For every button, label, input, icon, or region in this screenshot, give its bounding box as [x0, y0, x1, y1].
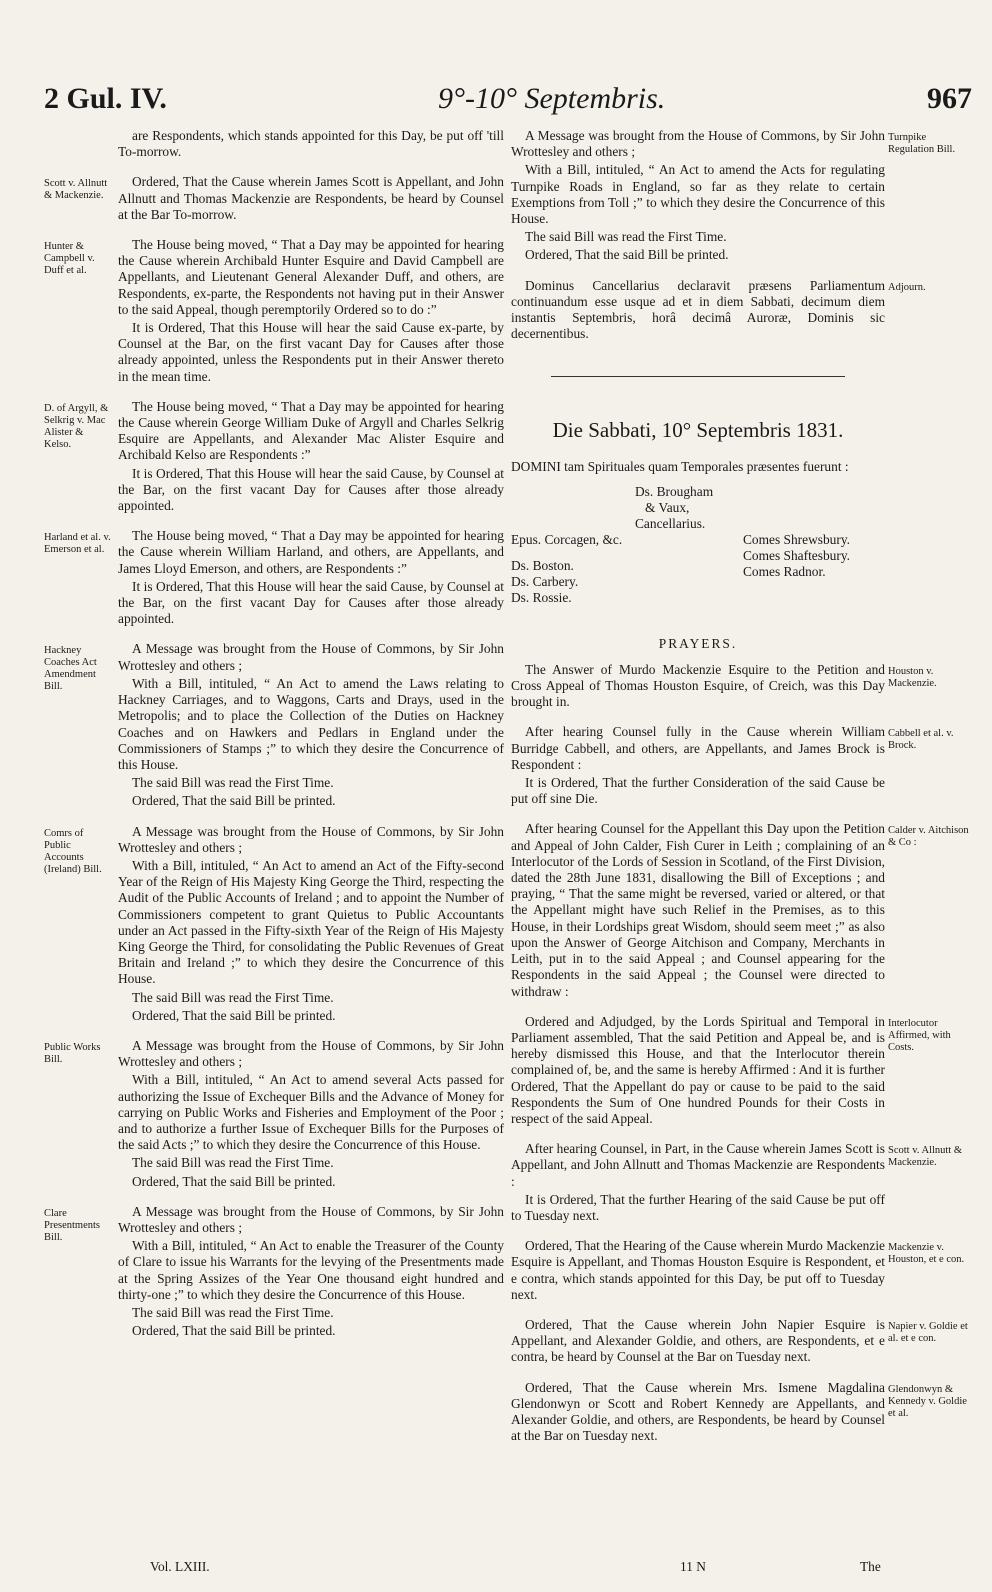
prayers-heading: PRAYERS.	[658, 635, 738, 651]
paragraph: The said Bill was read the First Time.	[132, 775, 334, 791]
margin-note: Scott v. Allnutt & Mackenzie.	[888, 1145, 962, 1169]
entry-block	[118, 641, 504, 809]
margin-note: Napier v. Goldie et al. et e con.	[888, 1320, 968, 1344]
paragraph: A Message was brought from the House of Commons, by Sir John Wrottesley and others ;	[118, 823, 504, 855]
entry-block	[118, 824, 504, 1024]
paragraph: With a Bill, intituled, “ An Act to amend the Laws relating to Hackney Carriages, and to Waggons, Carts and Drays, used in the Metropolis; and to place the Collection of the Duties on Hackney Coaches and on Hawkers and Pedlars in England under the Commissioners of Stamps ;” to which they desire the Concurrence of this House.	[118, 675, 504, 772]
signature-mark: 11 N	[680, 1559, 706, 1574]
paragraph: A Message was brought from the House of Commons, by Sir John Wrottesley and others ;	[118, 1037, 504, 1070]
margin-note: Houston v. Mackenzie.	[888, 665, 937, 689]
entry-block	[118, 399, 504, 514]
paragraph: Ordered, That the Hearing of the Cause wherein Murdo Mackenzie Esquire is Appellant, and Thomas Houston Esquire is Respondent, et e contra, which stands appointed for this Day, be put off to Tuesday next.	[511, 1238, 885, 1302]
paragraph: are Respondents, which stands appointed for this Day, be put off 'till To-morrow.	[118, 128, 504, 160]
chancellor-line-2: & Vaux,	[645, 499, 690, 515]
right-column-top	[511, 128, 885, 342]
entry-block	[511, 1014, 885, 1127]
margin-note: Cabbell et al. v. Brock.	[888, 728, 954, 752]
paragraph: After hearing Counsel fully in the Cause wherein William Burridge Cabbell, and others, are Appellants, and James Brock is Respondent :	[511, 724, 885, 772]
margin-note: Comrs of Public Accounts (Ireland) Bill.	[44, 827, 102, 875]
lords-present-list	[511, 478, 885, 628]
page-number: 967	[927, 82, 972, 115]
paragraph: The said Bill was read the First Time.	[132, 989, 334, 1005]
paragraph: The House being moved, “ That a Day may be appointed for hearing the Cause wherein Archibald Hunter Esquire and David Campbell are Appellants, and Lieutenant General Alexander Duff, and others, are Respondents, ex-parte, the Respondents not having put in their Answer to the said Appeal, though peremptorily Ordered so to do :”	[118, 237, 504, 317]
right-column-bottom	[511, 662, 885, 1445]
margin-note: Calder v. Aitchison & Co :	[888, 825, 969, 849]
section-rule	[551, 376, 845, 377]
header-regnal-year: 2 Gul. IV.	[44, 82, 167, 115]
margin-note: Clare Presentments Bill.	[44, 1207, 100, 1243]
entry-block	[118, 1204, 504, 1340]
margin-note: D. of Argyll, & Selkrig v. Mac Alister & Kelso.	[44, 402, 109, 450]
running-header	[40, 82, 972, 122]
margin-note: Harland et al. v. Emerson et al.	[44, 532, 111, 556]
entry-block	[511, 1380, 885, 1445]
left-column	[118, 128, 504, 1353]
paragraph: The House being moved, “ That a Day may be appointed for hearing the Cause wherein George William Duke of Argyll and Charles Selkrig Esquire are Appellants, and Alexander Mac Alister Esquire and Archibald Kelso are Respondents :”	[118, 398, 504, 463]
margin-note: Hunter & Campbell v. Duff et al.	[44, 241, 95, 277]
margin-note: Mackenzie v. Houston, et e con.	[888, 1242, 965, 1266]
paragraph: With a Bill, intituled, “ An Act to amend several Acts passed for authorizing the Issue of Exchequer Bills and the Advance of Money for carrying on Public Works and Fisheries and Employment of the Poor ; and to authorize a further Issue of Exchequer Bills for the Purposes of the said Acts ;” to which they desire the Concurrence of this House.	[118, 1072, 504, 1153]
lord-left-4: Ds. Rossie.	[511, 589, 572, 605]
entry-block	[511, 1238, 885, 1303]
paragraph: A Message was brought from the House of Commons, by Sir John Wrottesley and others ;	[511, 128, 885, 160]
section-title: Die Sabbati, 10° Septembris 1831.	[552, 418, 844, 443]
margin-note: Interlocutor Affirmed, with Costs.	[888, 1017, 951, 1053]
margin-note: Scott v. Allnutt & Mackenzie.	[44, 178, 108, 202]
entry-block	[511, 1141, 885, 1224]
entry-block	[511, 821, 885, 999]
entry-block	[118, 128, 504, 160]
paragraph: Ordered, That the said Bill be printed.	[132, 793, 336, 809]
entry-block	[118, 174, 504, 223]
chancellor-line-3: Cancellarius.	[635, 515, 706, 531]
paragraph: The said Bill was read the First Time.	[525, 229, 727, 245]
paragraph: It is Ordered, That this House will hear the said Cause, by Counsel at the Bar, on the first vacant Day for Causes after those already appointed.	[118, 465, 504, 514]
entry-block	[118, 528, 504, 627]
paragraph: Ordered, That the said Bill be printed.	[132, 1007, 336, 1023]
paragraph: With a Bill, intituled, “ An Act to enable the Treasurer of the County of Clare to issue his Warrants for the levying of the Presentments made at the Spring Assizes of the Year One thousand eight hundred and thirty-one ;” to which they desire the Concurrence of this House.	[118, 1238, 504, 1302]
entry-block	[118, 1038, 504, 1190]
volume-number: Vol. LXIII.	[150, 1559, 210, 1574]
entry-block	[511, 1317, 885, 1366]
margin-note: Public Works Bill.	[44, 1041, 101, 1065]
margin-note: Hackney Coaches Act Amendment Bill.	[44, 645, 97, 693]
chancellor-line-1: Ds. Brougham	[635, 483, 714, 499]
paragraph: It is Ordered, That this House will hear the said Cause ex-parte, by Counsel at the Bar, on the first vacant Day for Causes after those already appointed, unless the Respondents put in their Answer thereto in the mean time.	[118, 320, 504, 384]
paragraph: Ordered and Adjudged, by the Lords Spiritual and Temporal in Parliament assembled, That the said Petition and Appeal be, and is hereby dismissed this House, and that the Interlocutor therein complained of, be, and the same is hereby Affirmed : And it is further Ordered, That the Appellant do pay or cause to be paid to the said Respondents the Sum of One hundred Pounds for their Costs in respect of the said Appeal.	[511, 1013, 885, 1126]
paragraph: Dominus Cancellarius declaravit præsens Parliamentum continuandum esse usque ad et in diem Sabbati, decimum diem instantis Septembris, horâ decimâ Auroræ, Dominis sic decernentibus.	[511, 277, 885, 342]
paragraph: The House being moved, “ That a Day may be appointed for hearing the Cause wherein William Harland, and others, are Appellants, and James Lloyd Emerson, and others, are Respondents :”	[118, 528, 504, 576]
lord-left-2: Ds. Boston.	[511, 557, 574, 573]
paragraph: After hearing Counsel for the Appellant this Day upon the Petition and Appeal of John Calder, Fish Curer in Leith ; complaining of an Interlocutor of the Lords of Session in Scotland, of the First Division, dated the 28th June 1831, disallowing the Bill of Exceptions ; and praying, “ That the same might be reversed, varied or altered, or that the Appellant might have such Relief in the Premises, as to this House, in their Lordships great Wisdom, should seem meet ;” as also upon the Answer of George Aitchison and Company, Merchants in Leith, put in to the said Appeal ; and Counsel appearing for the Respondents in the said Appeal ; the Counsel were directed to withdraw :	[511, 821, 885, 999]
right-column	[511, 128, 885, 1458]
paragraph: With a Bill, intituled, “ An Act to amend an Act of the Fifty-second Year of the Reign of His Majesty King George the Third, respecting the Audit of the Public Accounts of Ireland ; and to appoint the Number of Commissioners competent to grant Quietus to Public Accountants under an Act passed in the Fifty-sixth Year of the Reign of His Majesty King George the Third, for consolidating the Public Revenues of Great Britain and Ireland ;” to which they desire the Concurrence of this House.	[118, 857, 504, 987]
lord-right-3: Comes Radnor.	[743, 563, 826, 579]
paragraph: After hearing Counsel, in Part, in the Cause wherein James Scott is Appellant, and John Allnutt and Thomas Mackenzie are Respondents :	[511, 1141, 885, 1189]
paragraph: It is Ordered, That the further Consideration of the said Cause be put off sine Die.	[511, 775, 885, 807]
catchword: The	[860, 1559, 881, 1574]
paragraph: A Message was brought from the House of Commons, by Sir John Wrottesley and others ;	[118, 641, 504, 673]
header-date: 9°-10° Septembris.	[438, 82, 666, 115]
paragraph: Ordered, That the Cause wherein Mrs. Ismene Magdalina Glendonwyn or Scott and Robert Kennedy are Appellants, and Alexander Goldie, and others, are Respondents, be heard by Counsel at the Bar on Tuesday next.	[511, 1379, 885, 1444]
paragraph: The said Bill was read the First Time.	[132, 1155, 334, 1171]
paragraph: The said Bill was read the First Time.	[132, 1305, 334, 1320]
paragraph: Ordered, That the said Bill be printed.	[132, 1173, 336, 1189]
paragraph: It is Ordered, That the further Hearing of the said Cause be put off to Tuesday next.	[511, 1191, 885, 1223]
margin-note: Adjourn.	[888, 281, 926, 293]
entry-block	[511, 724, 885, 807]
margin-note: Glendonwyn & Kennedy v. Goldie et al.	[888, 1383, 967, 1419]
entry-block	[511, 128, 885, 264]
paragraph: With a Bill, intituled, “ An Act to amend the Acts for regulating Turnpike Roads in England, so far as they relate to certain Exemptions from Toll ;” to which they desire the Concurrence of this House.	[511, 162, 885, 227]
entry-block	[511, 278, 885, 343]
lord-right-1: Comes Shrewsbury.	[743, 531, 850, 547]
paragraph: Ordered, That the Cause wherein James Scott is Appellant, and John Allnutt and Thomas Mackenzie are Respondents, be heard by Counsel at the Bar To-morrow.	[118, 174, 504, 222]
margin-note: Turnpike Regulation Bill.	[888, 132, 956, 155]
domini-line: DOMINI tam Spirituales quam Temporales præsentes fuerunt :	[511, 459, 849, 475]
lord-left-1: Epus. Corcagen, &c.	[511, 531, 623, 547]
lord-right-2: Comes Shaftesbury.	[743, 547, 850, 563]
paragraph: Ordered, That the said Bill be printed.	[132, 1323, 336, 1339]
paragraph: The Answer of Murdo Mackenzie Esquire to the Petition and Cross Appeal of Thomas Houston Esquire, of Creich, was this Day brought in.	[511, 661, 885, 710]
lord-left-3: Ds. Carbery.	[511, 573, 579, 589]
paragraph: It is Ordered, That this House will hear the said Cause, by Counsel at the Bar, on the first vacant Day for Causes after those already appointed.	[118, 578, 504, 627]
paragraph: A Message was brought from the House of Commons, by Sir John Wrottesley and others ;	[118, 1203, 504, 1235]
entry-block	[118, 237, 504, 385]
paragraph: Ordered, That the Cause wherein John Napier Esquire is Appellant, and Alexander Goldie, and others, are Respondents, et e contra, be heard by Counsel at the Bar on Tuesday next.	[511, 1316, 885, 1365]
paragraph: Ordered, That the said Bill be printed.	[525, 247, 729, 263]
entry-block	[511, 662, 885, 711]
